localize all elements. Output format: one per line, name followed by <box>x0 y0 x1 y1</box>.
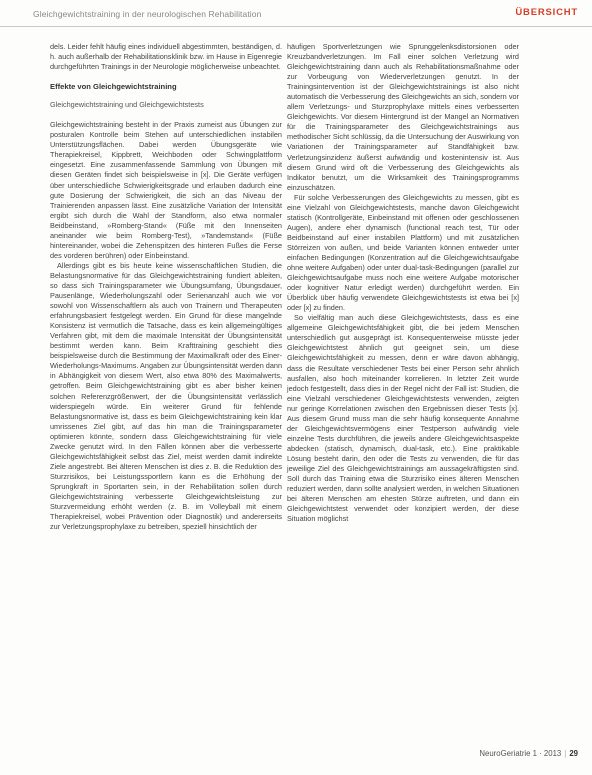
paragraph: dels. Leider fehlt häufig eines individuell abgestimmten, beständigen, d. h. auch außerhalb der Rehabilitationsklinik bzw. im Hause in Eigenregie durchgeführten Trainings in der Neurologie möglicherweise unbeachtet. <box>50 42 282 72</box>
page-header <box>0 0 592 27</box>
right-column <box>287 42 519 524</box>
page-number: 29 <box>569 749 578 758</box>
paragraph: Gleichgewichtstraining besteht in der Praxis zumeist aus Übungen zur posturalen Kontrolle beim Stehen auf unterschiedlichen instabilen Unterstützungsflächen. Dabei werden Übungsgeräte wie Therapiekreisel, Kippbrett, Weichboden oder Schwingplattform eingesetzt. Eine zusammenfassende Sammlung von Übungen mit diesen Geräten findet sich beispielsweise in [x]. Die Geräte verfügen über unterschiedliche Schwierigkeitsgrade und erlauben dadurch eine gute Dosierung der Schwierigkeit, die sich an das Niveau der Trainierenden anpassen lässt. Eine zusätzliche Variation der Intensität ergibt sich durch die Wahl der Standform, also etwa normaler Beidbeinstand, »Romberg-Stand« (Füße mit den Innenseiten aneinander wie beim Romberg-Test), »Tandemstand« (Füße hintereinander, wobei die Zehenspitzen des hinteren Fußes die Ferse des vorderen berühren) oder Einbeinstand. <box>50 120 282 260</box>
paragraph: Für solche Verbesserungen des Gleichgewichts zu messen, gibt es eine Vielzahl von Gleichgewichtstests, manche davon Gleichgewicht statisch (Kontrollgeräte, Einbeinstand mit offenen oder geschlossenen Augen), andere eher dynamisch (functional reach test, Tür oder Beidbeinstand auf einer instabilen Plattform) und mit zusätzlichen Störreizen von außen, und beide Varianten können entweder unter einfachen Bedingungen (Konzentration auf die Gleichgewichtsaufgabe ohne weitere Aufgaben) oder unter dual-task-Bedingungen (parallel zur Gleichgewichtsaufgabe muss noch eine weitere Aufgabe motorischer oder kognitiver Natur erledigt werden) durchgeführt werden. Ein Überblick über häufig verwendete Gleichgewichtstests ist etwa bei [x] oder [x] zu finden. <box>287 192 519 313</box>
left-column <box>50 42 282 532</box>
subsection-heading: Gleichgewichtstraining und Gleichgewichtstests <box>50 100 204 110</box>
paragraph: häufigen Sportverletzungen wie Sprunggelenksdistorsionen oder Kreuzbandverletzungen. Im Fall einer solchen Verletzung wird Gleichgewichtstraining dann auch als Rehabilitationsmaßnahme oder zur Vorbeugung von Wiederverletzungen genutzt. In der Trainingsintervention ist der Gleichgewichtstrainings ist also nicht automatisch die Verbesserung des Gleichgewichts an sich, sondern vor allem Verletzungs- und Sturzprophylaxe mittels eines verbesserten Gleichgewichts. Vor diesem Hintergrund ist der Mangel an Normativen für die Trainingsparameter des Gleichgewichtstrainings aus methodischer Sicht schlüssig, da die Untersuchung der Auswirkung von Variationen der Trainingsparameter auf Standfähigkeit bzw. Verletzungsinzidenz äußerst aufwändig und kostenintensiv ist. Aus diesem Grund wird oft die Verbesserung des Gleichgewichts als Indikator benutzt, um die Wirksamkeit des Trainingsprogramms einzuschätzen. <box>287 42 519 192</box>
paragraph: Allerdings gibt es bis heute keine wissenschaftlichen Studien, die Belastungsnormative für das Gleichgewichtstraining fundiert ableiten, so dass sich Trainingsparameter wie Übungsumfang, Übungsdauer, Pausenlänge, Wiederholungszahl oder Serienanzahl auch wie vor sowohl von Wissenschaftlern als auch von Trainern und Therapeuten erfahrungsbasiert festgelegt werden. Ein Grund für diese mangelnde Konsistenz ist vermutlich die Tatsache, dass es kein allgemeingültiges Verfahren gibt, mit dem die maximale Intensität der Übungsintensität bestimmt werden kann. Beim Krafttraining geschieht dies beispielsweise durch die Bestimmung der Maximalkraft oder des Einer-Wiederholungs-Maximums. Angaben zur Übungsintensität werden dann in Abhängigkeit von diesem Wert, also etwa 80% des Maximalwerts, getroffen. Beim Gleichgewichtstraining gibt es aber bisher keinen solchen Referenzgrößenwert, der die Übungsintensität verlässlich widerspiegeln würde. Ein weiterer Grund für fehlende Belastungsnormative ist, dass es beim Gleichgewichtstraining kein klar umrissenes Ziel gibt, auf das hin man die Trainingsparameter optimieren könnte, sondern dass Gleichgewichtstraining für viele Zwecke genutzt wird. In den Fällen können aber die verbesserte Gleichgewichtsfähigkeit selbst das Ziel, meist werden damit indirekte Ziele angestrebt. Bei älteren Menschen ist dies z. B. die Reduktion des Sturzrisikos, bei Leistungssportlern kann es die Erhöhung der Sprungkraft in Sportarten sein, in der Rehabilitation sollen durch Gleichgewichtstraining verbesserte Gleichgewichtsleistung zur Sturzvermeidung erhöht werden (z. B. im Volleyball mit einem Therapiekreisel, wobei Prävention oder Diagnostik) und andererseits zur Verletzungsprophylaxe zu betreiben, speziell hinsichtlich der <box>50 260 283 532</box>
paragraph: So vielfältig man auch diese Gleichgewichtstests, dass es eine allgemeine Gleichgewichtsfähigkeit gibt, die bei jedem Menschen unterschiedlich gut ausgeprägt ist. Konsequenterweise müsste jeder Gleichgewichtstest ähnlich gut geeignet sein, um diese Gleichgewichtsfähigkeit zu messen, denn er wäre davon abhängig, dass die Resultate verschiedener Tests bei einer Person sehr ähnlich ausfallen, also hoch miteinander korrelieren. In letzter Zeit wurde jedoch festgestellt, dass dies in der Regel nicht der Fall ist: Studien, die eine Vielzahl verschiedener Gleichgewichtstests verwenden, zeigten nur geringe Korrelationen zwischen den Ergebnissen dieser Tests [x]. Aus diesem Grund muss man die sehr häufig konsequente Annahme der Gleichgewichtsvermögens einer Testperson aufwändig viele einzelne Tests durchführen, die jeweils andere Gleichgewichtsaspekte abdecken (statisch, dynamisch, dual-task, etc.). Eine praktikable Lösung besteht darin, den oder die Tests zu verwenden, die für das jeweilige Ziel des Gleichgewichtstrainings am aussagekräftigsten sind. Soll durch das Training etwa die Sturzrisiko eines älteren Menschen reduziert werden, dann sollte analysiert werden, in welchen Situationen bei älteren Menschen am ehesten Stürze auftreten, und dann ein Gleichgewichtstest verwendet oder konzipiert werden, der diese Situation möglichst <box>287 313 519 524</box>
section-heading: Effekte von Gleichgewichtstraining <box>50 82 177 92</box>
journal-issue: NeuroGeriatrie 1 · 2013 <box>479 749 562 758</box>
running-title: Gleichgewichtstraining in der neurologischen Rehabilitation <box>33 9 262 19</box>
footer-separator: | <box>564 749 567 758</box>
section-label: ÜBERSICHT <box>515 7 578 18</box>
page-footer <box>479 749 578 758</box>
